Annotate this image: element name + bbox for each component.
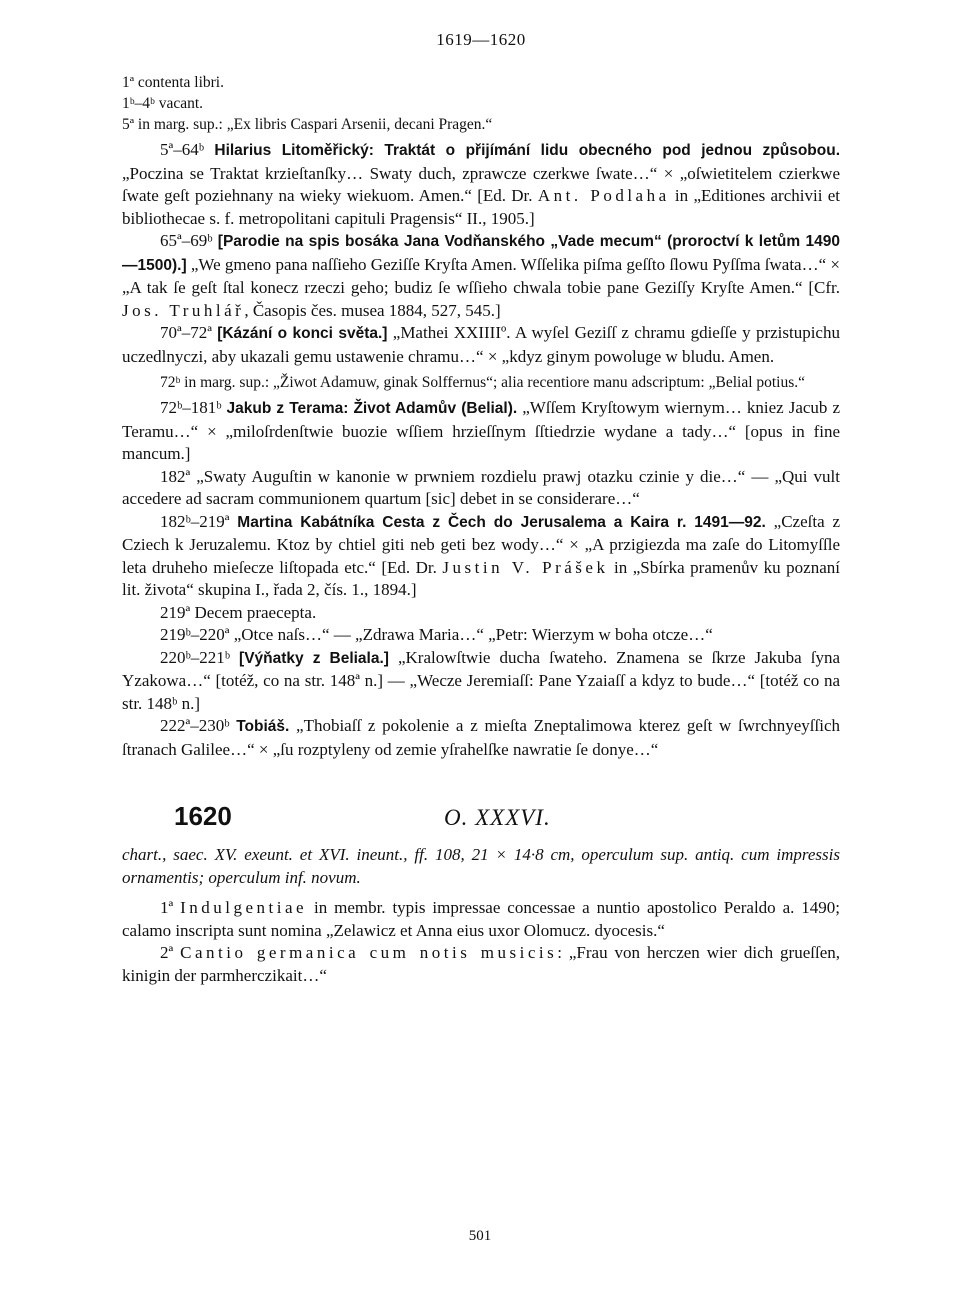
running-title: 1619—1620 bbox=[436, 30, 526, 49]
editor-name: Jos. Truhlář bbox=[122, 300, 245, 320]
page-number: 501 bbox=[468, 1228, 492, 1244]
entry-title: Tobiáš. bbox=[236, 718, 290, 735]
folio-range: 5ª–64ᵇ bbox=[160, 140, 215, 159]
entry-text: „Poczina se Traktat krzieſtanſky… Swaty duch, zprawcze czerkwe ſwate…“ × „oſwietitelem czierkwe ſwate geſt poziehnany na wieky wiekuom. Amen.“ [Ed. Dr. bbox=[122, 163, 840, 205]
entry-text-end: in „Editiones archivii et bibliothecae s. f. metropolitani capituli Pragensis“ II., 1905.] bbox=[122, 186, 840, 228]
entry-13 bbox=[122, 647, 840, 716]
entry-7: 72ᵇ in marg. sup.: „Žiwot Adamuw, ginak Solffernus“; alia recentiore manu adscriptum: „Belial potius.“ bbox=[160, 374, 806, 391]
entry-text-end: in „Sbírka pramenův ku poznaní lit. života“ skupina I., řada 2, čís. 1., 1894.] bbox=[122, 557, 840, 599]
section-heading bbox=[122, 801, 840, 832]
entry-text: „Wſſem Kryſtowym wiernym… kniez Jacub z Teramu…“ × „miloſrdenſtwie buozie wſſiem hrzieſſnym ſſtiedrzie wydane a tady…“ [opus in fine mancum.] bbox=[122, 398, 840, 463]
folio-range: 1ª bbox=[160, 898, 181, 917]
entry-text: „We gmeno pana naſſieho Geziſſe Kryſta Amen. Wſſelika piſma geſſto ſlowu Pyſſma ſwata…“ × „A tak ſe geſt ſtal konecz rzeczi geho; budiz ſe wſſieho chwala tobie pane Geziſſy Kryſte Amen.“ [Cfr. bbox=[122, 254, 840, 297]
entry-4 bbox=[122, 139, 840, 230]
entry-14 bbox=[122, 715, 840, 761]
entry-10 bbox=[122, 511, 840, 602]
entry-1: 1ª contenta libri. bbox=[122, 74, 224, 91]
entry-2: 1ᵇ–4ᵇ vacant. bbox=[122, 95, 204, 112]
entry-text-end: , Časopis čes. musea 1884, 527, 545.] bbox=[244, 300, 501, 320]
entry-5 bbox=[122, 230, 840, 322]
section-item-1 bbox=[122, 897, 840, 942]
entry-title: [Parodie na spis bosáka Jana Vodňanského „Vade mecum“ (proroctví k letům 1490—1500).] bbox=[122, 233, 840, 274]
entry-title: Hilarius Litoměřický: Traktát o přijímání lidu obecného pod jednou způsobou. bbox=[214, 142, 841, 159]
entry-6 bbox=[122, 322, 840, 368]
entry-text: „Czeſta z Cziech k Jeruzalemu. Ktoz by chtiel giti neb geti bez wody…“ × „A przigiezda ma zaſe do Litomyſſle leta druheho mieſecze liſtopada etc.“ [Ed. Dr. bbox=[122, 511, 840, 577]
entry-12: 219ᵇ–220ª „Otce naſs…“ — „Zdrawa Maria…“ „Petr: Wierzym w boha otcze…“ bbox=[160, 625, 713, 644]
page bbox=[122, 30, 840, 987]
folio-range: 2ª bbox=[160, 943, 181, 962]
entry-title: Martina Kabátníka Cesta z Čech do Jerusalema a Kaira r. 1491—92. bbox=[237, 513, 766, 531]
entry-title: [Kázání o konci světa.] bbox=[217, 325, 388, 342]
entry-text: „Mathei XXIIIIº. A wyſel Geziſſ z chramu gdieſſe y przistupichu uczedlnyczi, aby ukazali gemu ustawenie chramu…“ × „kdyz ginym powoluge w bludu. Amen. bbox=[122, 323, 840, 366]
folio-range: 182ᵇ–219ª bbox=[160, 511, 238, 531]
item-title: Indulgentiae bbox=[180, 898, 308, 917]
item-text: in membr. typis impressae concessae a nuntio apostolico Peraldo a. 1490; calamo inscripta sunt nomina „Zelawicz et Anna eius uxor Olomucz. dyocesis.“ bbox=[122, 898, 840, 940]
item-title: Cantio germanica cum notis musicis bbox=[180, 943, 558, 962]
section-item-2 bbox=[122, 942, 840, 987]
section-description: chart., saec. XV. exeunt. et XVI. ineunt., ff. 108, 21 × 14·8 cm, operculum sup. antiq. cum impressis ornamentis; operculum inf. novum. bbox=[122, 845, 840, 887]
entry-title: [Výňatky z Beliala.] bbox=[239, 649, 389, 667]
entry-9: 182ª „Swaty Auguſtin w kanonie w prwniem rozdielu prawj otazku czinie y die…“ — „Qui vult accedere ad sacram communionem quartum [sic] debet in se considerare…“ bbox=[122, 466, 840, 508]
entry-3: 5ª in marg. sup.: „Ex libris Caspari Arsenii, decani Pragen.“ bbox=[122, 116, 493, 133]
entry-title: Jakub z Terama: Život Adamův (Belial). bbox=[226, 400, 518, 417]
entry-text: „Kralowſtwie ducha ſwateho. Znamena se ſkrze Jakuba ſyna Yzakowa…“ [totéž, co na str. 148ª n.] — „Wecze Jeremiaſſ: Pane Yzaiaſſ a kdyz to bude…“ [totéž co na str. 148ᵇ n.] bbox=[122, 647, 840, 713]
folio-range: 70ª–72ª bbox=[160, 323, 218, 342]
folio-range: 72ᵇ–181ᵇ bbox=[160, 398, 227, 417]
section-signature: O. XXXVI. bbox=[444, 805, 551, 830]
folio-range: 222ª–230ᵇ bbox=[160, 716, 237, 735]
editor-name: Justin V. Prášek bbox=[442, 557, 609, 577]
folio-range: 220ᵇ–221ᵇ bbox=[160, 647, 240, 667]
entry-text: „Thobiaſſ z pokolenie a z mieſta Zneptalimowa kterez geſt w ſwrchnyeyſſich ſtranach Galilee…“ × „ſu rozptyleny od zemie yſrahelſke nawratie ſe donye…“ bbox=[122, 716, 841, 759]
entry-11: 219ª Decem praecepta. bbox=[160, 602, 317, 622]
entry-8 bbox=[122, 397, 840, 466]
editor-name: Ant. Podlaha bbox=[537, 186, 670, 205]
section-number: 1620 bbox=[174, 801, 232, 831]
item-text: : „Frau von herczen wier dich grueſſen, kinigin der parmherczikait…“ bbox=[122, 943, 840, 985]
folio-range: 65ª–69ᵇ bbox=[160, 231, 218, 250]
